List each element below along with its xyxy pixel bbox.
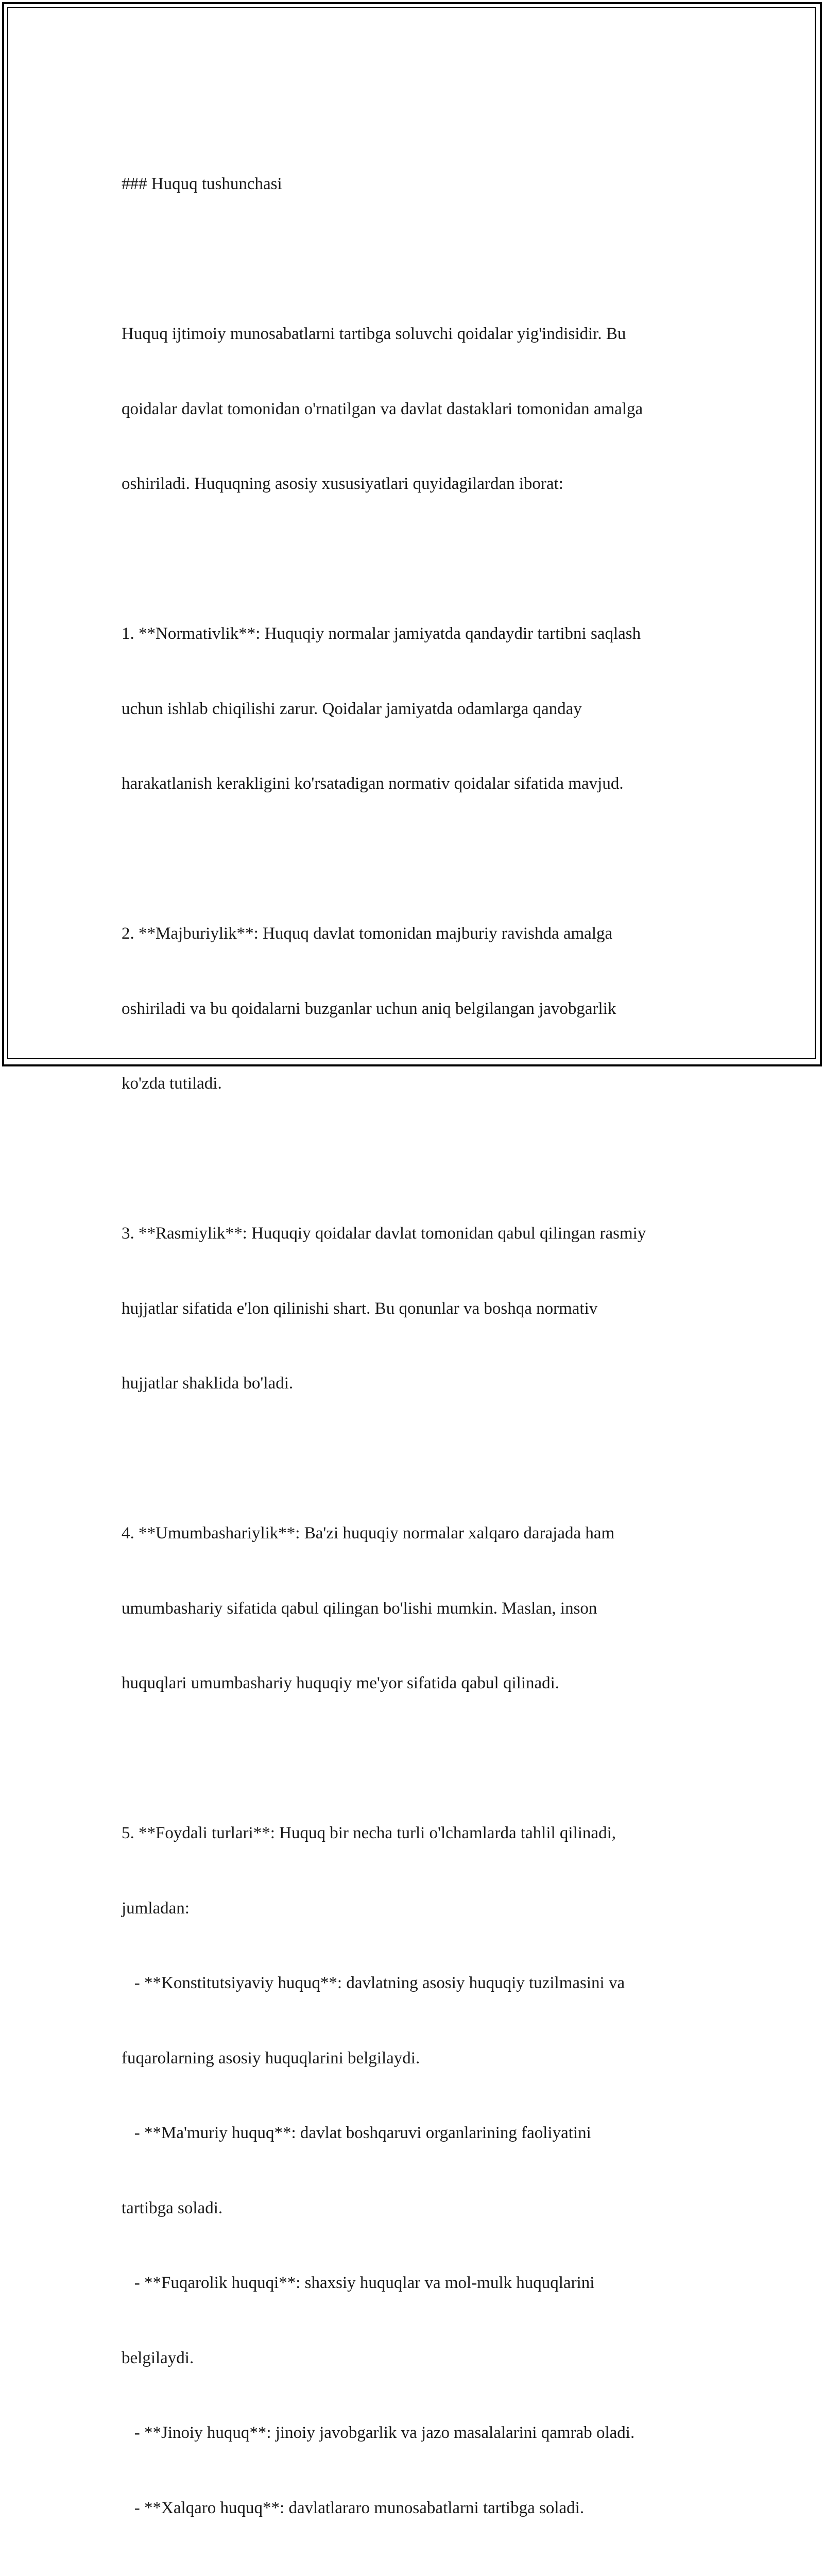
text-line: Huquq ijtimoiy munosabatlarni tartibga soluvchi qoidalar yig'indisidir. Bu [122,325,626,343]
text-line: jumladan: [122,1899,190,1918]
sub-list-item: - **Ma'muriy huquq**: davlat boshqaruvi organlarining faoliyatini [122,2124,591,2142]
text-line: belgilaydi. [122,2348,194,2367]
blank-line [122,247,714,272]
text-line: hujjatlar shaklida bo'ladi. [122,1374,294,1393]
text-line: oshiriladi va bu qoidalarni buzganlar uchun aniq belgilangan javobgarlik [122,999,616,1018]
sub-list-item: - **Fuqarolik huquqi**: shaxsiy huquqlar va mol-mulk huquqlarini [122,2274,595,2292]
text-line: tartibga soladi. [122,2198,223,2217]
list-item-4: 4. **Umumbashariylik**: Ba'zi huquqiy normalar xalqaro darajada ham [122,1524,615,1543]
list-item-3: 3. **Rasmiylik**: Huquqiy qoidalar davlat tomonidan qabul qilingan rasmiy [122,1224,646,1243]
list-item-1: 1. **Normativlik**: Huquqiy normalar jamiyatda qandaydir tartibni saqlash [122,624,641,643]
text-line: qoidalar davlat tomonidan o'rnatilgan va davlat dastaklari tomonidan amalga [122,399,643,418]
text-line: uchun ishlab chiqilishi zarur. Qoidalar jamiyatda odamlarga qanday [122,699,582,718]
text-line: huquqlari umumbashariy huquqiy me'yor sifatida qabul qilinadi. [122,1674,560,1692]
blank-line [122,1446,714,1471]
text-line: harakatlanish kerakligini ko'rsatadigan normativ qoidalar sifatida mavjud. [122,774,624,793]
list-item-5: 5. **Foydali turlari**: Huquq bir necha turli o'lchamlarda tahlil qilinadi, [122,1824,616,1842]
text-line: ko'zda tutiladi. [122,1074,222,1093]
text-line: oshiriladi. Huquqning asosiy xususiyatlari quyidagilardan iborat: [122,474,563,493]
sub-list-item: - **Jinoiy huquq**: jinoiy javobgarlik va jazo masalalarini qamrab oladi. [122,2424,635,2442]
text-line: umumbashariy sifatida qabul qilingan bo'lishi mumkin. Maslan, inson [122,1599,597,1618]
list-item-2: 2. **Majburiylik**: Huquq davlat tomonidan majburiy ravishda amalga [122,924,613,943]
text-line: fuqarolarning asosiy huquqlarini belgilaydi. [122,2048,420,2067]
document-body [122,122,714,2576]
sub-list-item: - **Konstitutsiyaviy huquq**: davlatning asosiy huquqiy tuzilmasini va [122,1974,625,1992]
document-heading: ### Huquq tushunchasi [122,175,282,193]
blank-line [122,846,714,872]
blank-line [122,1146,714,1172]
blank-line [122,2570,714,2576]
blank-line [122,1746,714,1771]
text-line: hujjatlar sifatida e'lon qilinishi shart. Bu qonunlar va boshqa normativ [122,1299,598,1318]
sub-list-item: - **Xalqaro huquq**: davlatlararo munosabatlarni tartibga soladi. [122,2498,585,2517]
blank-line [122,547,714,572]
